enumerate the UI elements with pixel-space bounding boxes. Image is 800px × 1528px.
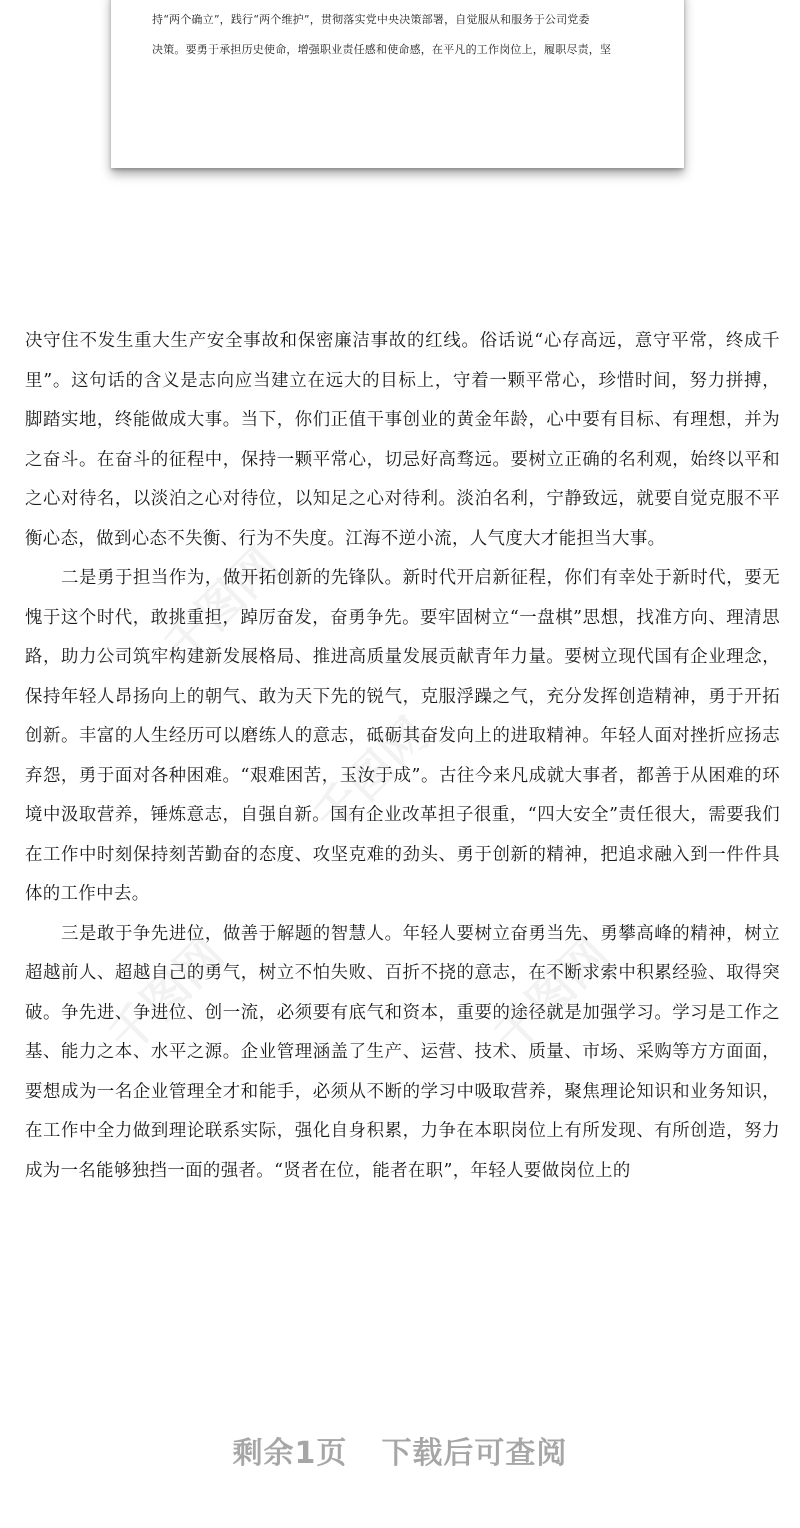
watermark: 千图网 — [303, 707, 440, 844]
download-prompt[interactable] — [0, 1428, 800, 1472]
watermark: 千图网 — [153, 537, 290, 674]
paragraph-2: 二是勇于担当作为，做开拓创新的先锋队。新时代开启新征程，你们有幸处于新时代，要无愧于这个时代，敢挑重担，踔厉奋发，奋勇争先。要牢固树立“一盘棋”思想，找准方向、理清思路，助力公司筑牢构建新发展格局、推进高质量发展贡献青年力量。要树立现代国有企业理念，保持年轻人昂扬向上的朝气、敢为天下先的锐气，克服浮躁之气，充分发挥创造精神，勇于开拓创新。丰富的人生经历可以磨练人的意志，砥砺其奋发向上的进取精神。年轻人面对挫折应扬志弃怨，勇于面对各种困难。“艰难困苦，玉汝于成”。古往今来凡成就大事者，都善于从困难的环境中汲取营养，锤炼意志，自强自新。国有企业改革担子很重，“四大安全”责任很大，需要我们在工作中时刻保持刻苦勤奋的态度、攻坚克难的劲头、勇于创新的精神，把追求融入到一件件具体的工作中去。 — [25, 568, 780, 904]
paragraph-3: 三是敢于争先进位，做善于解题的智慧人。年轻人要树立奋勇当先、勇攀高峰的精神，树立超越前人、超越自己的勇气，树立不怕失败、百折不挠的意志，在不断求索中积累经验、取得突破。争先进、争进位、创一流，必须要有底气和资本，重要的途径就是加强学习。学习是工作之基、能力之本、水平之源。企业管理涵盖了生产、运营、技术、质量、市场、采购等方方面面，要想成为一名企业管理全才和能手，必须从不断的学习中吸取营养，聚焦理论知识和业务知识，在工作中全力做到理论联系实际，强化自身积累，力争在本职岗位上有所发现、有所创造，努力成为一名能够独挡一面的强者。“贤者在位，能者在职”，年轻人要做岗位上的 — [25, 923, 780, 1181]
preview-page-card — [111, 0, 684, 168]
preview-line-2: 决策。要勇于承担历史使命，增强职业责任感和使命感，在平凡的工作岗位上，履职尽责，坚 — [152, 43, 612, 56]
watermark: 千图网 — [98, 927, 235, 1064]
preview-line-1: 持“两个确立”，践行“两个维护”，贯彻落实党中央决策部署，自觉服从和服务于公司党委 — [152, 13, 590, 26]
remaining-pages-text: 剩余1页 — [232, 1436, 348, 1471]
download-to-view-text: 下载后可查阅 — [381, 1436, 568, 1471]
paragraph-1: 决守住不发生重大生产安全事故和保密廉洁事故的红线。俗话说“心存高远，意守平常，终成千里”。这句话的含义是志向应当建立在远大的目标上，守着一颗平常心，珍惜时间，努力拼搏，脚踏实地，终能做成大事。当下，你们正值干事创业的黄金年龄，心中要有目标、有理想，并为之奋斗。在奋斗的征程中，保持一颗平常心，切忌好高骛远。要树立正确的名利观，始终以平和之心对待名，以淡泊之心对待位，以知足之心对待利。淡泊名利，宁静致远，就要自觉克服不平衡心态，做到心态不失衡、行为不失度。江海不逆小流，人气度大才能担当大事。 — [25, 331, 780, 549]
article-body — [25, 322, 780, 1191]
watermark: 千图网 — [483, 927, 620, 1064]
